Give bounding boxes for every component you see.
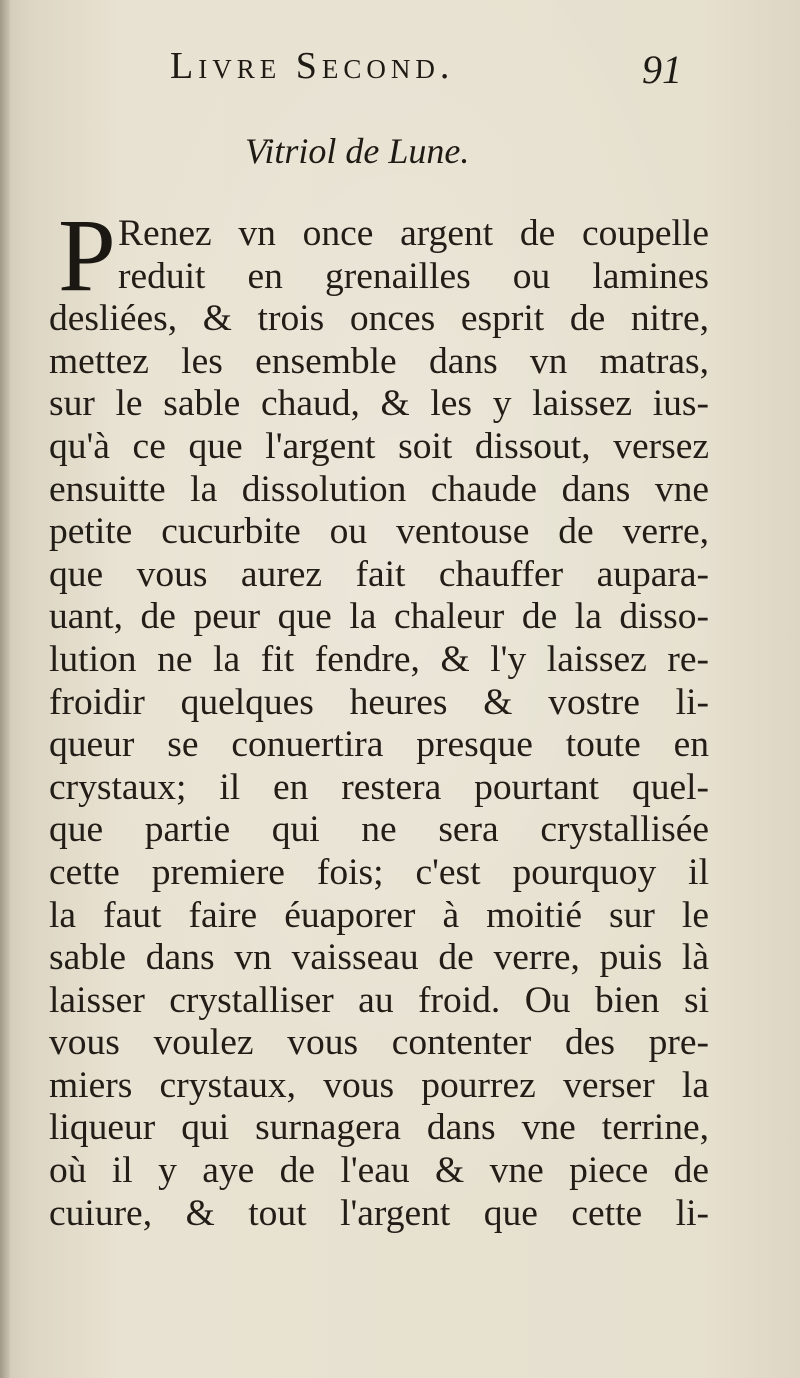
text-line: que vous aurez fait chauffer aupara- <box>49 553 709 595</box>
text-line: petite cucurbite ou ventouse de verre, <box>49 511 709 553</box>
text-line: Renez vn once argent de coupelle <box>118 213 709 254</box>
text-line: liqueur qui surnagera dans vne terrine, <box>49 1107 709 1149</box>
text-line: lution ne la fit fendre, & l'y laissez re- <box>49 638 709 680</box>
text-line: sur le sable chaud, & les y laissez ius- <box>49 383 709 425</box>
text-line: qu'à ce que l'argent soit dissout, versez <box>49 425 709 467</box>
text-line: vous voulez vous contenter des pre- <box>49 1022 709 1064</box>
page-number: 91 <box>642 47 682 92</box>
text-line: où il y aye de l'eau & vne piece de <box>49 1150 709 1192</box>
text-line: froidir quelques heures & vostre li- <box>49 681 709 723</box>
text-line: cette premiere fois; c'est pourquoy il <box>49 851 709 893</box>
binding-edge <box>0 0 10 1378</box>
text-line: desliées, & trois onces esprit de nitre, <box>49 298 709 340</box>
section-title: Vitriol de Lune. <box>245 131 470 171</box>
text-line: cuiure, & tout l'argent que cette li- <box>49 1192 709 1234</box>
drop-cap: P <box>58 198 116 313</box>
running-head: Livre Second. <box>170 45 455 87</box>
text-line: ensuitte la dissolution chaude dans vne <box>49 468 709 510</box>
text-line: que partie qui ne sera crystallisée <box>49 809 709 851</box>
body-text <box>49 198 709 1235</box>
text-line: miers crystaux, vous pourrez verser la <box>49 1064 709 1106</box>
text-line: crystaux; il en restera pourtant quel- <box>49 766 709 808</box>
text-line: sable dans vn vaisseau de verre, puis là <box>49 937 709 979</box>
text-line: reduit en grenailles ou lamines <box>118 255 709 297</box>
text-line: mettez les ensemble dans vn matras, <box>49 340 709 382</box>
text-line: laisser crystalliser au froid. Ou bien si <box>49 979 709 1021</box>
text-line: uant, de peur que la chaleur de la disso- <box>49 596 709 638</box>
text-line: la faut faire éuaporer à moitié sur le <box>49 894 709 936</box>
text-line: queur se conuertira presque toute en <box>49 724 709 766</box>
